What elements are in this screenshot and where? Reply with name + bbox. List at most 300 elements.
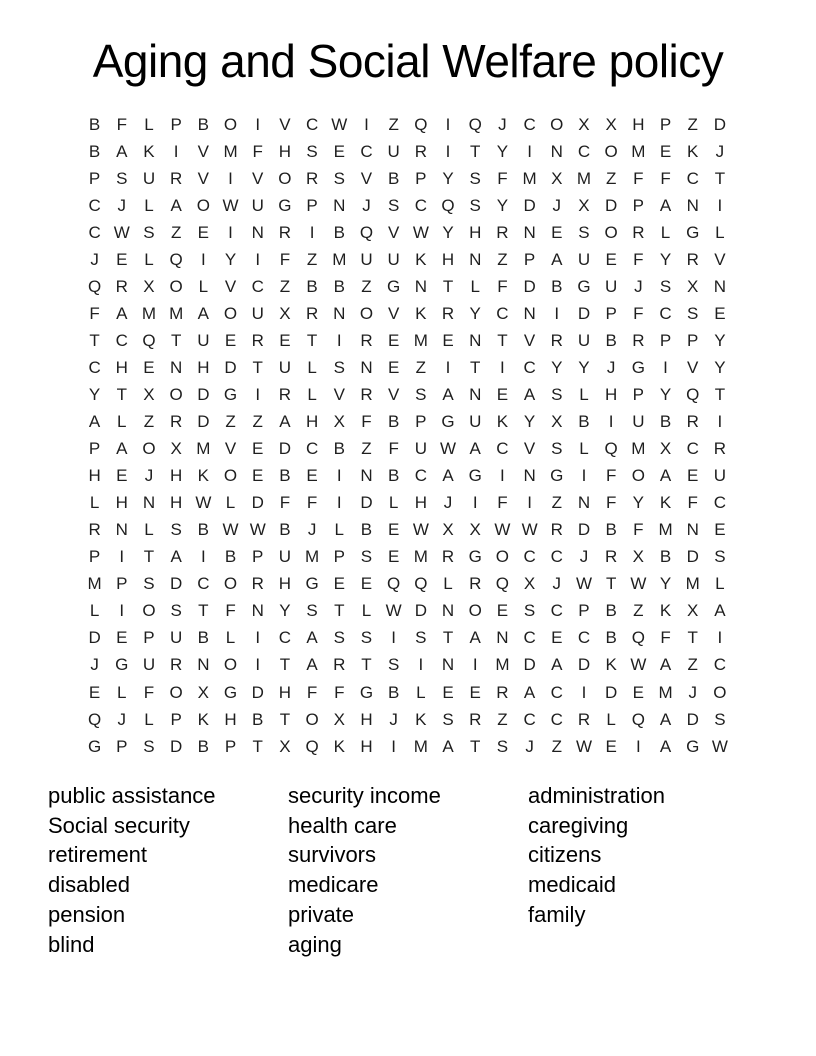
grid-letter: C bbox=[523, 357, 536, 377]
grid-letter: J bbox=[144, 466, 154, 486]
grid-letter: U bbox=[360, 249, 373, 269]
word-list-item: administration bbox=[528, 783, 665, 808]
grid-letter: V bbox=[687, 357, 699, 377]
grid-letter: O bbox=[223, 466, 238, 486]
grid-letter: R bbox=[605, 547, 618, 567]
grid-letter: D bbox=[523, 655, 536, 675]
grid-letter: S bbox=[170, 520, 182, 540]
grid-letter: Q bbox=[169, 249, 183, 269]
grid-letter: P bbox=[632, 195, 645, 215]
grid-letter: E bbox=[333, 141, 345, 161]
grid-letter: N bbox=[523, 222, 536, 242]
grid-letter: Z bbox=[605, 168, 617, 188]
grid-letter: P bbox=[415, 168, 427, 188]
grid-letter: E bbox=[252, 466, 264, 486]
grid-letter: M bbox=[522, 168, 537, 188]
grid-letter: U bbox=[251, 195, 264, 215]
grid-letter: W bbox=[711, 736, 728, 756]
grid-letter: V bbox=[197, 141, 210, 161]
grid-letter: T bbox=[279, 709, 291, 729]
grid-letter: O bbox=[468, 601, 482, 621]
grid-letter: K bbox=[659, 601, 672, 621]
grid-letter: I bbox=[200, 547, 206, 567]
grid-letter: O bbox=[223, 574, 238, 594]
grid-letter: M bbox=[87, 574, 102, 594]
grid-letter: B bbox=[659, 547, 672, 567]
grid-letter: C bbox=[550, 601, 563, 621]
grid-letter: J bbox=[90, 249, 99, 269]
grid-letter: J bbox=[579, 547, 589, 567]
grid-letter: Z bbox=[361, 439, 372, 459]
grid-letter: L bbox=[225, 493, 236, 513]
grid-letter: I bbox=[336, 330, 342, 350]
grid-letter: N bbox=[523, 303, 536, 323]
grid-letter: B bbox=[279, 520, 291, 540]
grid-letter: H bbox=[605, 384, 618, 404]
grid-letter: F bbox=[225, 601, 236, 621]
grid-letter: R bbox=[305, 303, 319, 323]
grid-letter: J bbox=[443, 493, 453, 513]
grid-letter: P bbox=[88, 168, 101, 188]
grid-letter: C bbox=[115, 330, 128, 350]
grid-letter: P bbox=[687, 330, 699, 350]
grid-letter: F bbox=[116, 114, 127, 134]
grid-letter: I bbox=[445, 357, 451, 377]
grid-letter: M bbox=[495, 655, 510, 675]
grid-letter: Y bbox=[496, 195, 509, 215]
grid-letter: V bbox=[197, 168, 210, 188]
grid-letter: P bbox=[333, 547, 345, 567]
grid-letter: G bbox=[468, 466, 482, 486]
grid-letter: P bbox=[415, 412, 427, 432]
grid-letter: I bbox=[391, 628, 397, 648]
grid-letter: W bbox=[575, 574, 592, 594]
grid-letter: W bbox=[630, 655, 647, 675]
word-list bbox=[48, 781, 768, 959]
grid-letter: A bbox=[469, 628, 481, 648]
grid-letter: Z bbox=[551, 736, 562, 756]
grid-letter: F bbox=[605, 466, 617, 486]
grid-letter: I bbox=[472, 493, 478, 513]
grid-letter: N bbox=[115, 520, 128, 540]
grid-letter: A bbox=[442, 736, 454, 756]
grid-letter: B bbox=[197, 114, 210, 134]
grid-letter: U bbox=[142, 655, 156, 675]
grid-letter: Z bbox=[306, 249, 318, 269]
grid-letter: X bbox=[605, 114, 617, 134]
grid-letter: J bbox=[715, 141, 725, 161]
grid-letter: O bbox=[142, 439, 156, 459]
grid-letter: R bbox=[170, 168, 183, 188]
grid-letter: L bbox=[307, 357, 317, 377]
grid-letter: U bbox=[387, 249, 400, 269]
grid-letter: L bbox=[443, 574, 453, 594]
grid-letter: F bbox=[633, 303, 644, 323]
grid-letter: C bbox=[496, 439, 509, 459]
grid-letter: E bbox=[387, 547, 400, 567]
grid-letter: N bbox=[686, 520, 699, 540]
grid-letter: H bbox=[88, 466, 101, 486]
grid-letter: L bbox=[117, 412, 127, 432]
grid-letter: N bbox=[251, 601, 264, 621]
word-list-item: pension bbox=[48, 901, 126, 927]
word-list-item: blind bbox=[48, 931, 95, 957]
grid-letter: B bbox=[605, 628, 617, 648]
grid-letter: Z bbox=[415, 357, 427, 377]
grid-letter: H bbox=[469, 222, 482, 242]
grid-letter: X bbox=[333, 412, 345, 432]
grid-letter: N bbox=[142, 493, 156, 513]
grid-letter: Z bbox=[252, 412, 263, 432]
grid-letter: G bbox=[359, 682, 374, 702]
grid-letter: I bbox=[554, 303, 560, 323]
grid-letter: I bbox=[608, 412, 614, 432]
grid-letter: N bbox=[333, 195, 346, 215]
grid-letter: B bbox=[88, 114, 101, 134]
grid-letter: Z bbox=[388, 114, 399, 134]
grid-letter: A bbox=[523, 384, 536, 404]
grid-letter: I bbox=[255, 384, 261, 404]
grid-letter: S bbox=[143, 574, 155, 594]
grid-letter: F bbox=[279, 493, 291, 513]
grid-letter: R bbox=[88, 520, 101, 540]
grid-letter: N bbox=[251, 222, 264, 242]
grid-letter: H bbox=[441, 249, 455, 269]
grid-letter: P bbox=[143, 628, 155, 648]
grid-letter: K bbox=[197, 466, 210, 486]
grid-letter: C bbox=[305, 439, 319, 459]
grid-letter: M bbox=[576, 168, 592, 188]
grid-letter: O bbox=[196, 195, 210, 215]
grid-letter: H bbox=[115, 493, 128, 513]
grid-letter: I bbox=[119, 547, 125, 567]
grid-letter: I bbox=[445, 141, 451, 161]
grid-letter: I bbox=[255, 655, 261, 675]
grid-letter: D bbox=[197, 412, 210, 432]
grid-letter: O bbox=[550, 114, 564, 134]
grid-letter: J bbox=[307, 520, 317, 540]
grid-letter: E bbox=[252, 439, 264, 459]
grid-letter: I bbox=[391, 736, 397, 756]
grid-letter: U bbox=[414, 439, 427, 459]
grid-letter: X bbox=[279, 736, 291, 756]
grid-letter: F bbox=[143, 682, 155, 702]
grid-letter: X bbox=[143, 384, 155, 404]
grid-letter: U bbox=[142, 168, 156, 188]
grid-letter: K bbox=[415, 249, 427, 269]
grid-letter: J bbox=[525, 736, 534, 756]
grid-letter: E bbox=[496, 601, 509, 621]
grid-letter: V bbox=[523, 330, 536, 350]
grid-letter: W bbox=[521, 520, 538, 540]
grid-letter: Q bbox=[495, 574, 510, 594]
word-search-grid bbox=[81, 111, 734, 760]
word-list-column-1 bbox=[48, 781, 288, 959]
grid-letter: I bbox=[581, 682, 587, 702]
grid-letter: N bbox=[496, 628, 509, 648]
word-list-item: security income bbox=[288, 783, 441, 808]
grid-letter: Z bbox=[497, 249, 508, 269]
grid-letter: X bbox=[279, 303, 291, 323]
grid-letter: D bbox=[224, 357, 237, 377]
grid-letter: B bbox=[197, 628, 210, 648]
word-list-item: Social security bbox=[48, 812, 190, 838]
grid-letter: D bbox=[523, 195, 536, 215]
grid-letter: S bbox=[333, 628, 345, 648]
grid-letter: A bbox=[659, 466, 672, 486]
grid-letter: Y bbox=[714, 330, 726, 350]
grid-letter: H bbox=[305, 412, 319, 432]
grid-letter: Z bbox=[279, 276, 291, 296]
grid-letter: R bbox=[278, 384, 292, 404]
grid-letter: C bbox=[278, 628, 292, 648]
grid-letter: I bbox=[200, 249, 206, 269]
grid-letter: S bbox=[306, 601, 318, 621]
word-list-item: health care bbox=[288, 812, 397, 838]
grid-letter: Y bbox=[279, 601, 291, 621]
grid-letter: H bbox=[278, 682, 292, 702]
grid-letter: V bbox=[252, 168, 264, 188]
grid-letter: C bbox=[686, 168, 699, 188]
grid-letter: K bbox=[197, 709, 210, 729]
grid-letter: Z bbox=[687, 114, 698, 134]
grid-letter: N bbox=[360, 357, 373, 377]
grid-letter: S bbox=[687, 303, 699, 323]
grid-letter: G bbox=[577, 276, 591, 296]
grid-letter: A bbox=[306, 655, 318, 675]
grid-letter: F bbox=[388, 439, 399, 459]
grid-letter: E bbox=[496, 384, 509, 404]
grid-letter: D bbox=[577, 303, 591, 323]
grid-letter: O bbox=[604, 222, 618, 242]
word-list-item: aging bbox=[288, 931, 342, 957]
word-list-item: citizens bbox=[528, 842, 602, 868]
grid-letter: G bbox=[387, 276, 401, 296]
grid-letter: T bbox=[89, 330, 100, 350]
grid-letter: I bbox=[717, 628, 723, 648]
grid-letter: P bbox=[632, 384, 645, 404]
grid-letter: U bbox=[577, 249, 591, 269]
grid-letter: O bbox=[142, 601, 156, 621]
grid-letter: Z bbox=[361, 276, 372, 296]
grid-letter: E bbox=[116, 249, 128, 269]
grid-letter: U bbox=[197, 330, 210, 350]
grid-letter: L bbox=[470, 276, 480, 296]
grid-letter: A bbox=[279, 412, 291, 432]
grid-letter: F bbox=[660, 628, 671, 648]
grid-letter: N bbox=[441, 601, 455, 621]
grid-letter: B bbox=[306, 276, 318, 296]
grid-letter: D bbox=[713, 114, 727, 134]
grid-letter: F bbox=[306, 493, 318, 513]
grid-letter: H bbox=[360, 736, 373, 756]
grid-letter: K bbox=[496, 412, 509, 432]
grid-letter: Y bbox=[632, 493, 645, 513]
grid-letter: L bbox=[715, 574, 725, 594]
grid-letter: X bbox=[578, 114, 590, 134]
grid-letter: M bbox=[658, 520, 673, 540]
grid-letter: O bbox=[223, 114, 238, 134]
grid-letter: R bbox=[170, 655, 183, 675]
word-list-item: medicaid bbox=[528, 872, 617, 898]
grid-letter: S bbox=[333, 357, 345, 377]
grid-letter: V bbox=[333, 384, 345, 404]
grid-letter: E bbox=[442, 682, 454, 702]
grid-letter: I bbox=[527, 493, 532, 513]
grid-letter: Q bbox=[87, 709, 102, 729]
grid-letter: S bbox=[116, 168, 128, 188]
grid-letter: I bbox=[635, 736, 641, 756]
grid-letter: U bbox=[469, 412, 482, 432]
grid-letter: P bbox=[116, 736, 128, 756]
grid-letter: E bbox=[442, 330, 454, 350]
grid-letter: G bbox=[686, 736, 700, 756]
grid-letter: Q bbox=[387, 574, 401, 594]
grid-letter: C bbox=[360, 141, 373, 161]
grid-letter: I bbox=[500, 357, 505, 377]
grid-letter: O bbox=[631, 466, 645, 486]
word-list-column-3 bbox=[528, 781, 768, 959]
grid-letter: J bbox=[389, 709, 398, 729]
grid-letter: Y bbox=[714, 357, 726, 377]
grid-letter: B bbox=[387, 466, 400, 486]
grid-letter: F bbox=[633, 520, 644, 540]
grid-letter: W bbox=[331, 114, 348, 134]
grid-letter: O bbox=[278, 168, 292, 188]
grid-letter: N bbox=[713, 276, 727, 296]
grid-letter: N bbox=[441, 655, 455, 675]
grid-letter: Y bbox=[659, 384, 672, 404]
grid-letter: B bbox=[387, 412, 400, 432]
grid-letter: X bbox=[442, 520, 454, 540]
grid-letter: D bbox=[278, 439, 292, 459]
grid-letter: D bbox=[577, 655, 591, 675]
grid-letter: M bbox=[223, 141, 238, 161]
grid-letter: U bbox=[387, 141, 400, 161]
grid-letter: F bbox=[497, 493, 508, 513]
grid-letter: E bbox=[306, 466, 318, 486]
grid-letter: A bbox=[116, 303, 128, 323]
grid-letter: I bbox=[472, 655, 478, 675]
grid-letter: P bbox=[88, 439, 101, 459]
grid-letter: L bbox=[144, 520, 154, 540]
grid-letter: J bbox=[362, 195, 371, 215]
grid-letter: S bbox=[714, 709, 726, 729]
grid-letter: F bbox=[361, 412, 372, 432]
grid-letter: O bbox=[223, 655, 238, 675]
grid-letter: I bbox=[663, 357, 668, 377]
grid-letter: S bbox=[306, 141, 318, 161]
grid-letter: N bbox=[523, 466, 536, 486]
grid-letter: E bbox=[279, 330, 291, 350]
grid-letter: W bbox=[113, 222, 130, 242]
grid-letter: S bbox=[360, 547, 373, 567]
grid-letter: W bbox=[440, 439, 457, 459]
grid-letter: F bbox=[660, 168, 671, 188]
grid-letter: G bbox=[441, 412, 455, 432]
grid-letter: Y bbox=[469, 303, 481, 323]
grid-letter: W bbox=[630, 574, 647, 594]
grid-letter: T bbox=[361, 655, 372, 675]
grid-letter: B bbox=[578, 412, 590, 432]
grid-letter: V bbox=[714, 249, 726, 269]
grid-letter: D bbox=[360, 493, 373, 513]
grid-letter: G bbox=[550, 466, 564, 486]
grid-letter: R bbox=[360, 384, 373, 404]
grid-letter: K bbox=[605, 655, 617, 675]
grid-letter: U bbox=[251, 303, 264, 323]
grid-letter: C bbox=[88, 195, 101, 215]
grid-letter: E bbox=[88, 682, 101, 702]
grid-letter: W bbox=[412, 520, 429, 540]
grid-letter: L bbox=[660, 222, 671, 242]
grid-letter: L bbox=[715, 222, 725, 242]
grid-letter: I bbox=[527, 141, 532, 161]
grid-letter: Z bbox=[170, 222, 182, 242]
grid-letter: S bbox=[578, 222, 590, 242]
grid-letter: R bbox=[360, 330, 373, 350]
grid-letter: E bbox=[605, 249, 617, 269]
grid-letter: A bbox=[659, 195, 672, 215]
grid-letter: K bbox=[143, 141, 155, 161]
grid-letter: G bbox=[305, 574, 319, 594]
grid-letter: I bbox=[119, 601, 125, 621]
grid-letter: Y bbox=[659, 574, 672, 594]
grid-letter: A bbox=[306, 628, 318, 648]
grid-letter: F bbox=[89, 303, 100, 323]
grid-letter: E bbox=[224, 330, 237, 350]
grid-letter: T bbox=[470, 736, 481, 756]
grid-letter: U bbox=[170, 628, 183, 648]
grid-letter: N bbox=[170, 357, 183, 377]
grid-letter: B bbox=[197, 736, 210, 756]
grid-letter: K bbox=[333, 736, 345, 756]
grid-letter: B bbox=[551, 276, 563, 296]
grid-letter: R bbox=[278, 222, 292, 242]
grid-letter: S bbox=[360, 628, 373, 648]
grid-letter: M bbox=[658, 682, 673, 702]
grid-letter: T bbox=[605, 574, 617, 594]
grid-letter: O bbox=[604, 141, 618, 161]
grid-letter: H bbox=[278, 574, 292, 594]
grid-letter: S bbox=[523, 601, 536, 621]
grid-letter: A bbox=[170, 195, 182, 215]
grid-letter: A bbox=[714, 601, 726, 621]
word-list-item: family bbox=[528, 901, 586, 927]
grid-letter: E bbox=[360, 574, 373, 594]
grid-letter: R bbox=[496, 682, 509, 702]
grid-letter: R bbox=[469, 709, 482, 729]
grid-letter: L bbox=[144, 195, 154, 215]
grid-letter: W bbox=[385, 601, 402, 621]
grid-letter: E bbox=[714, 520, 726, 540]
page-title: Aging and Social Welfare policy bbox=[92, 35, 724, 87]
grid-letter: O bbox=[713, 682, 727, 702]
word-list-item: medicare bbox=[288, 872, 379, 898]
grid-letter: O bbox=[495, 547, 510, 567]
grid-letter: X bbox=[687, 601, 699, 621]
grid-letter: Q bbox=[631, 709, 645, 729]
grid-letter: V bbox=[224, 439, 237, 459]
grid-letter: S bbox=[551, 439, 563, 459]
grid-letter: M bbox=[413, 330, 428, 350]
grid-letter: F bbox=[687, 493, 698, 513]
grid-letter: F bbox=[306, 682, 318, 702]
grid-letter: E bbox=[659, 141, 672, 161]
grid-letter: R bbox=[170, 412, 183, 432]
grid-letter: J bbox=[688, 682, 697, 702]
grid-letter: E bbox=[714, 303, 726, 323]
